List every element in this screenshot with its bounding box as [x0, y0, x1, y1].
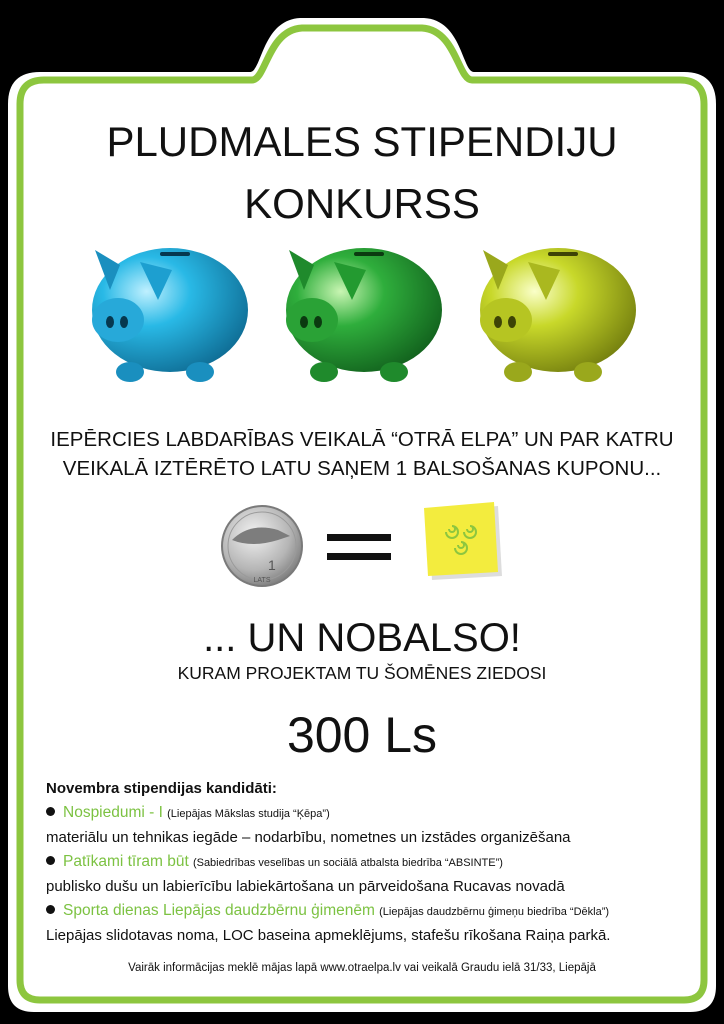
intro-line-2: VEIKALĀ IZTĒRĒTO LATU SAŅEM 1 BALSOŠANAS KUPONU... [62, 457, 662, 480]
call-to-action: ... UN NOBALSO! [203, 616, 521, 660]
candidate-description: publisko dušu un labierīcību labiekārtošana un pārveidošana Rucavas novadā [46, 878, 565, 895]
coin-value: 1 [268, 557, 276, 573]
bullet-icon [46, 807, 55, 816]
candidate-org: (Liepājas daudzbērnu ģimeņu biedrība “Dēkla”) [379, 905, 610, 918]
bullet-icon [46, 905, 55, 914]
candidate-list [46, 777, 686, 948]
candidate-name: Sporta dienas Liepājas daudzbērnu ģimenēm [63, 901, 375, 919]
coin-text: LATS [253, 577, 271, 584]
bullet-icon [46, 856, 55, 865]
title-line-1: PLUDMALES STIPENDIJU [106, 118, 618, 165]
prize-amount: 300 Ls [286, 707, 438, 763]
voting-coupon-sticky-note-icon [424, 502, 502, 580]
candidate-org: (Sabiedrības veselības un sociālā atbalsta biedrība “ABSINTE”) [192, 856, 503, 869]
title-line-2: KONKURSS [244, 180, 480, 227]
candidate-description: Liepājas slidotavas noma, LOC baseina apmeklējums, stafešu rīkošana Raiņa parkā. [46, 927, 611, 944]
candidate-list-heading: Novembra stipendijas kandidāti: [46, 780, 277, 797]
intro-line-1: IEPĒRCIES LABDARĪBAS VEIKALĀ “OTRĀ ELPA” UN PAR KATRU [50, 428, 674, 451]
footer-info: Vairāk informācijas meklē mājas lapā www.otraelpa.lv vai veikalā Graudu ielā 31/33, Liepājā [128, 962, 596, 974]
coin-1-lats-icon [222, 506, 302, 586]
candidate-org: (Liepājas Mākslas studija “Ķēpa”) [167, 807, 330, 820]
candidate-item [46, 899, 686, 925]
candidate-description: materiālu un tehnikas iegāde – nodarbību, nometnes un izstādes organizēšana [46, 829, 571, 846]
candidate-name: Nospiedumi - I [63, 803, 163, 821]
candidate-item [46, 850, 686, 876]
subheading: KURAM PROJEKTAM TU ŠOMĒNES ZIEDOSI [177, 663, 547, 683]
candidate-name: Patīkami tīram būt [63, 852, 189, 870]
candidate-item [46, 801, 686, 827]
